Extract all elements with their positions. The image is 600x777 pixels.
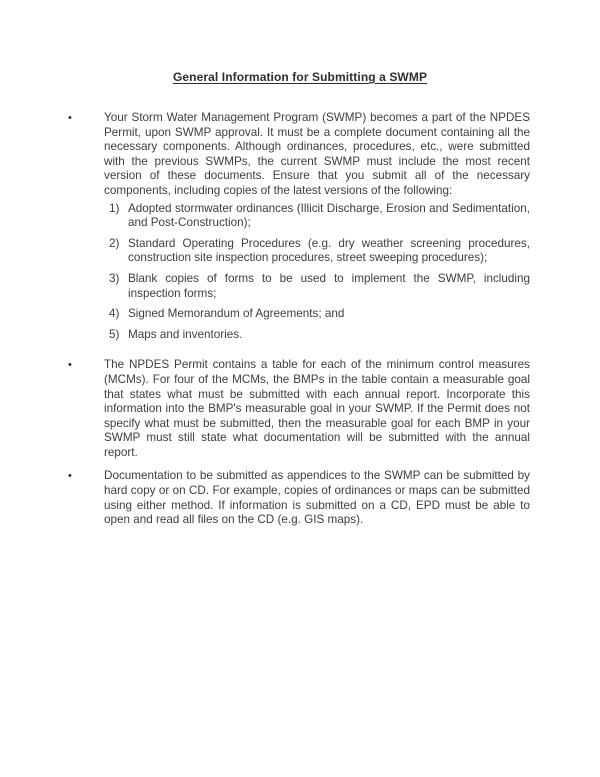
bullet-section-appendices [68,469,530,527]
list-item [104,237,530,266]
bullet-body [104,469,530,527]
list-item-text: Signed Memorandum of Agreements; and [128,307,345,321]
list-item-text: Maps and inventories. [128,327,243,341]
list-item-number: 5) [109,327,120,341]
list-item-number: 4) [109,307,120,321]
bullet-icon: • [68,470,72,483]
numbered-list [104,202,530,343]
bullet-body [104,358,530,460]
bullet-icon: • [68,359,72,372]
list-item [104,328,530,343]
bullet-body [104,111,530,342]
list-item-number: 1) [109,201,120,215]
list-item-text: Standard Operating Procedures (e.g. dry weather screening procedures, construction site inspection procedures, street sweeping procedures); [128,236,530,265]
bullet-section-swmp-components [68,111,530,342]
list-item-text: Blank copies of forms to be used to implement the SWMP, including inspection forms; [128,271,530,300]
paragraph-appendices: Documentation to be submitted as appendices to the SWMP can be submitted by hard copy or on CD. For example, copies of ordinances or maps can be submitted using either method. If information is submitted on a CD, EPD must be able to open and read all files on the CD (e.g. GIS maps). [104,469,530,527]
list-item-text: Adopted stormwater ordinances (Illicit Discharge, Erosion and Sedimentation, and Post-Construction); [128,201,530,230]
paragraph-measurable-goals: The NPDES Permit contains a table for each of the minimum control measures (MCMs). For four of the MCMs, the BMPs in the table contain a measurable goal that states what must be submitted with each annual report. Incorporate this information into the BMP's measurable goal in your SWMP. If the Permit does not specify what must be submitted, then the measurable goal for each BMP in your SWMP must still state what documentation will be submitted with the annual report. [104,358,530,459]
bullet-section-measurable-goals [68,358,530,460]
list-item-number: 3) [109,271,120,285]
list-item [104,307,530,322]
list-item-number: 2) [109,236,120,250]
list-item [104,202,530,231]
page-title: General Information for Submitting a SWMP [172,70,428,84]
paragraph-swmp-components: Your Storm Water Management Program (SWMP) becomes a part of the NPDES Permit, upon SWMP approval. It must be a complete document containing all the necessary components. Although ordinances, procedures, etc., were submitted with the previous SWMPs, the current SWMP must include the most recent version of these documents. Ensure that you submit all of the necessary components, including copies of the latest versions of the following: [104,111,530,197]
list-item [104,272,530,301]
bullet-icon: • [68,112,72,124]
